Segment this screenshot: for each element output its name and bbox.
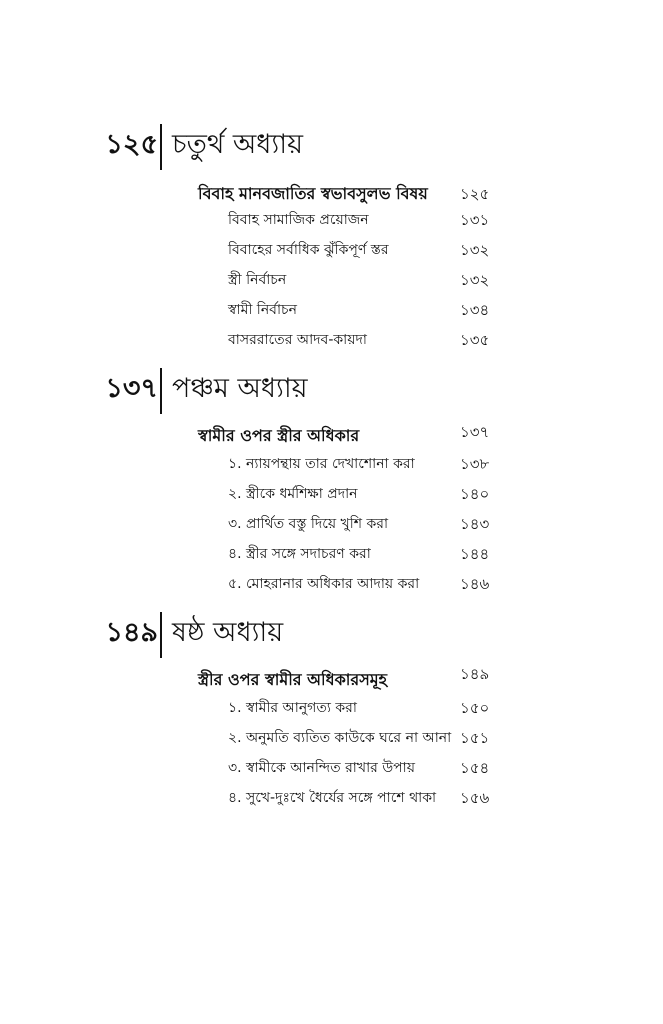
toc-entry-page: ১৪০ (460, 485, 490, 503)
toc-entry-page: ১৫৪ (460, 759, 490, 777)
toc-entry-page: ১৪৩ (460, 515, 490, 533)
chapter-header (0, 368, 663, 420)
toc-entry-page: ১৪৪ (460, 545, 490, 563)
toc-entry-page: ১৩৫ (460, 331, 490, 349)
chapter-header (0, 612, 663, 664)
toc-entry-page: ১৩৪ (460, 301, 490, 319)
toc-entry-title: ৪. সুখে-দুঃখে ধৈর্যের সঙ্গে পাশে থাকা (228, 790, 437, 806)
chapter-page-number: ১৪৯ (105, 617, 158, 648)
toc-main-entry-title: স্ত্রীর ওপর স্বামীর অধিকারসমূহ (198, 670, 388, 689)
toc-entry-title: ২. স্ত্রীকে ধর্মশিক্ষা প্রদান (228, 486, 358, 502)
chapter-title: পঞ্চম অধ্যায় (172, 373, 308, 404)
chapter-divider (160, 368, 162, 414)
toc-entry-title: ৫. মোহরানার অধিকার আদায় করা (228, 576, 420, 592)
toc-entry-title: বিবাহ সামাজিক প্রয়োজন (228, 212, 369, 228)
toc-main-entry-title: বিবাহ মানবজাতির স্বভাবসুলভ বিষয় (198, 184, 428, 203)
toc-entry-title: ৩. স্বামীকে আনন্দিত রাখার উপায় (228, 760, 415, 776)
chapter-page-number: ১২৫ (105, 129, 158, 160)
toc-entry-page: ১৫১ (460, 729, 490, 747)
toc-main-entry-title: স্বামীর ওপর স্ত্রীর অধিকার (198, 426, 360, 445)
toc-main-entry-page: ১৪৯ (460, 665, 490, 683)
toc-entry-title: ১. ন্যায়পন্থায় তার দেখাশোনা করা (228, 456, 415, 472)
toc-entry-page: ১৫০ (460, 699, 490, 717)
toc-main-entry-page: ১৩৭ (460, 423, 490, 441)
toc-entry-page: ১৩২ (460, 271, 490, 289)
chapter-title: চতুর্থ অধ্যায় (172, 129, 303, 160)
chapter-header (0, 124, 663, 176)
toc-entry-page: ১৩১ (460, 211, 490, 229)
toc-entry-title: স্বামী নির্বাচন (228, 302, 297, 318)
toc-entry-title: ৪. স্ত্রীর সঙ্গে সদাচরণ করা (228, 546, 371, 562)
toc-entry-title: ১. স্বামীর আনুগত্য করা (228, 700, 357, 716)
chapter-divider (160, 612, 162, 658)
chapter-divider (160, 124, 162, 170)
toc-entry-title: বাসররাতের আদব-কায়দা (228, 332, 367, 348)
toc-main-entry-page: ১২৫ (460, 185, 490, 203)
toc-entry-title: ২. অনুমতি ব্যতিত কাউকে ঘরে না আনা (228, 730, 452, 746)
chapter-page-number: ১৩৭ (105, 373, 158, 404)
toc-entry-title: স্ত্রী নির্বাচন (228, 272, 287, 288)
toc-entry-title: বিবাহের সর্বাধিক ঝুঁকিপূর্ণ স্তর (228, 242, 389, 258)
toc-entry-page: ১৪৬ (460, 575, 490, 593)
toc-entry-page: ১৫৬ (460, 789, 490, 807)
toc-entry-page: ১৩২ (460, 241, 490, 259)
toc-entry-title: ৩. প্রার্থিত বস্তু দিয়ে খুশি করা (228, 516, 389, 532)
toc-entry-page: ১৩৮ (460, 455, 490, 473)
chapter-title: ষষ্ঠ অধ্যায় (172, 617, 284, 648)
